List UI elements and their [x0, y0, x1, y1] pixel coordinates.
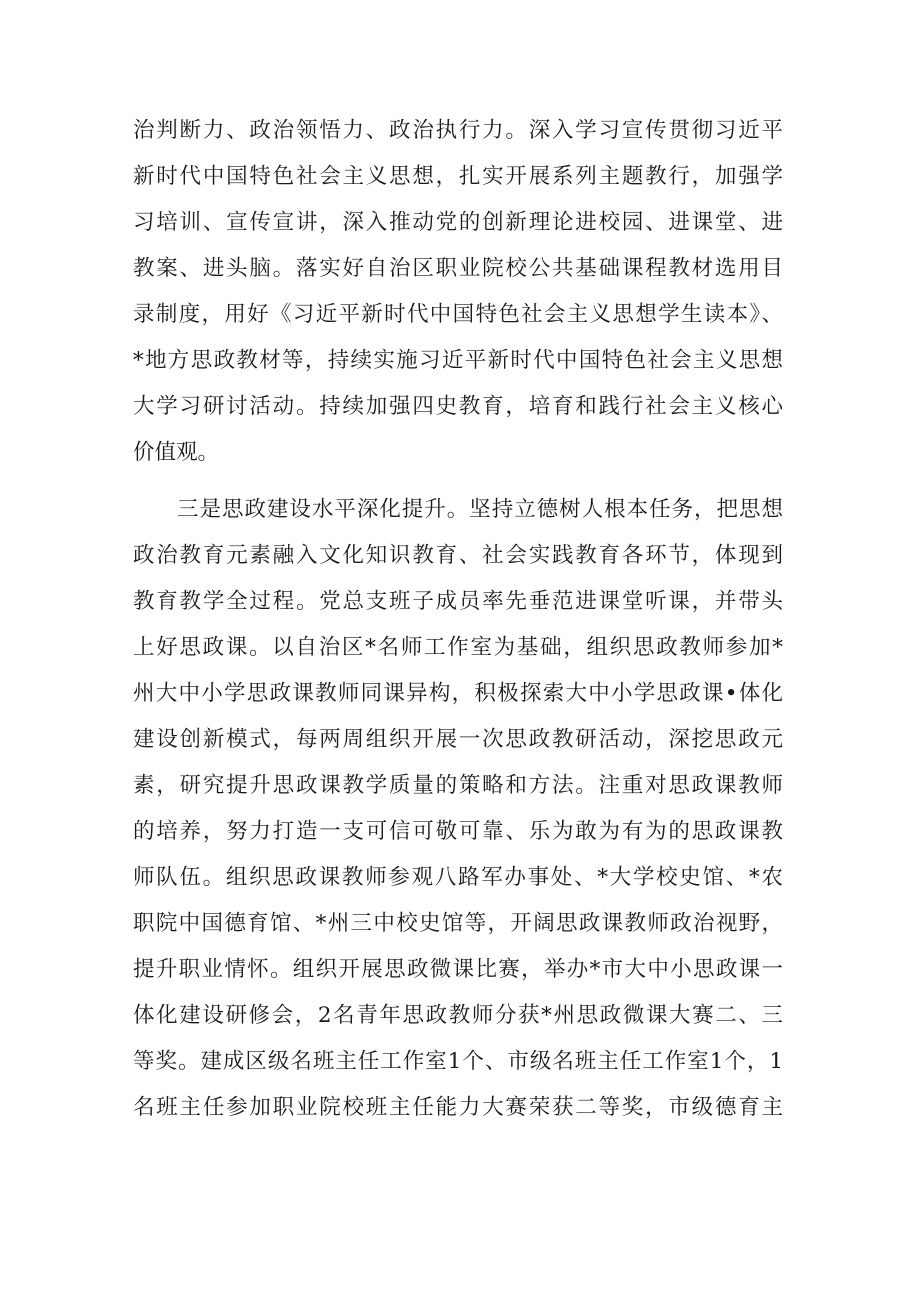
- text-line: 提升职业情怀。组织开展思政微课比赛，举办*市大中小思政课一: [133, 957, 783, 982]
- text-line: 治判断力、政治领悟力、政治执行力。深入学习宣传贯彻习近平: [133, 118, 783, 143]
- text-line: *地方思政教材等，持续实施习近平新时代中国特色社会主义思想: [133, 348, 783, 373]
- text-line: 等奖。建成区级名班主任工作室1个、市级名班主任工作室1个，1: [133, 1049, 783, 1074]
- text-line: 素，研究提升思政课教学质量的策略和方法。注重对思政课教师: [133, 773, 783, 798]
- text-line: 价值观。: [133, 440, 220, 465]
- paragraph-2: [133, 487, 783, 1131]
- text-line: 新时代中国特色社会主义思想，扎实开展系列主题教行，加强学: [133, 164, 783, 189]
- text-line: 教育教学全过程。党总支班子成员率先垂范进课堂听课，并带头: [133, 589, 783, 614]
- text-line: 职院中国德育馆、*州三中校史馆等，开阔思政课教师政治视野，: [133, 911, 783, 936]
- paragraph-1: [133, 108, 783, 476]
- document-page: [133, 108, 783, 1131]
- text-line: 建设创新模式，每两周组织开展一次思政教研活动，深挖思政元: [133, 727, 783, 752]
- text-line: 上好思政课。以自治区*名师工作室为基础，组织思政教师参加*: [133, 635, 783, 660]
- text-line: 的培养，努力打造一支可信可敬可靠、乐为敢为有为的思政课教: [133, 819, 783, 844]
- text-line: 录制度，用好《习近平新时代中国特色社会主义思想学生读本》、: [133, 302, 783, 327]
- text-line: 大学习研讨活动。持续加强四史教育，培育和践行社会主义核心: [133, 394, 783, 419]
- text-line: 体化建设研修会，2名青年思政教师分获*州思政微课大赛二、三: [133, 1003, 783, 1028]
- text-line: 教案、进头脑。落实好自治区职业院校公共基础课程教材选用目: [133, 256, 783, 281]
- text-line: 师队伍。组织思政课教师参观八路军办事处、*大学校史馆、*农: [133, 865, 783, 890]
- text-line: 州大中小学思政课教师同课异构，积极探索大中小学思政课•体化: [133, 681, 783, 706]
- text-line: 名班主任参加职业院校班主任能力大赛荣获二等奖，市级德育主: [133, 1095, 783, 1120]
- text-line: 政治教育元素融入文化知识教育、社会实践教育各环节，体现到: [133, 543, 783, 568]
- text-line: 习培训、宣传宣讲，深入推动党的创新理论进校园、进课堂、进: [133, 210, 783, 235]
- text-line: 三是思政建设水平深化提升。坚持立德树人根本任务，把思想: [177, 497, 783, 522]
